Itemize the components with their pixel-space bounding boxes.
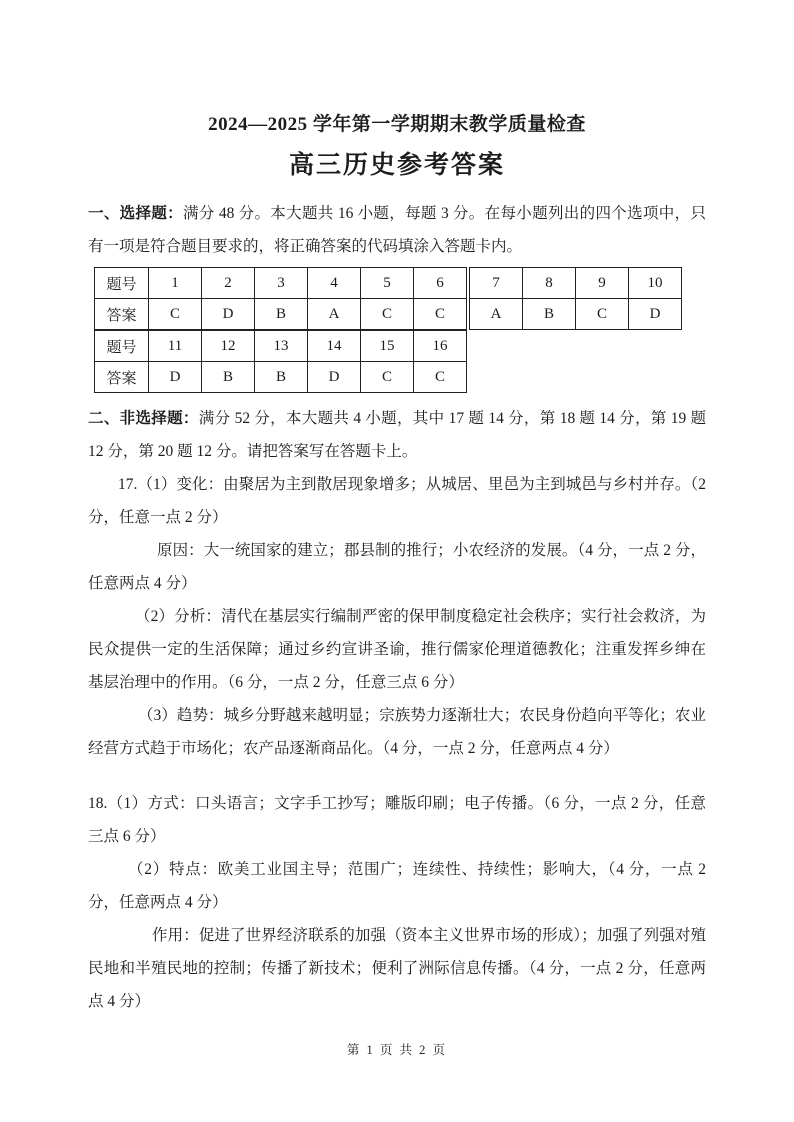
answer-cell: C [149, 299, 202, 330]
answer-cell: B [202, 362, 255, 393]
section-free-intro: 满分 52 分，本大题共 4 小题，其中 17 题 14 分，第 18 题 14 分，第 19 题 12 分，第 20 题 12 分。请把答案写在答题卡上。 [88, 410, 706, 460]
question-number-cell: 4 [308, 268, 361, 299]
q17-part1-reason-answer: 原因：大一统国家的建立；郡县制的推行；小农经济的发展。（4 分，一点 2 分，任意两点 4 分） [88, 542, 706, 592]
answer-cell: C [414, 362, 467, 393]
q18-part2-answer: （2）特点：欧美工业国主导；范围广；连续性、持续性；影响大，（4 分，一点 2 分，任意两点 4 分） [88, 861, 706, 911]
row-label-cell: 答案 [95, 362, 149, 393]
answer-table [94, 267, 706, 393]
q18-part1-answer: 18.（1）方式：口头语言；文字手工抄写；雕版印刷；电子传播。（6 分，一点 2 分，任意三点 6 分） [88, 795, 706, 845]
answer-table-block2 [94, 330, 467, 393]
row-label-cell: 题号 [95, 268, 149, 299]
question-number-cell: 13 [255, 331, 308, 362]
q17-part1-answer: 17.（1）变化：由聚居为主到散居现象增多；从城居、里邑为主到城邑与乡村并存。（2 分，任意一点 2 分） [88, 476, 706, 526]
question-number-row [95, 331, 467, 362]
question-number-cell: 3 [255, 268, 308, 299]
page-footer: 第 1 页 共 2 页 [346, 1043, 448, 1057]
question-number-cell: 8 [523, 268, 576, 299]
q17-part3-answer: （3）趋势：城乡分野越来越明显；宗族势力逐渐壮大；农民身份趋向平等化；农业经营方式趋于市场化；农产品逐渐商品化。（4 分，一点 2 分，任意两点 4 分） [88, 707, 706, 757]
answer-table-block1 [94, 267, 682, 330]
question-number-cell: 6 [414, 268, 469, 299]
q18-part2-effect-answer: 作用：促进了世界经济联系的加强（资本主义世界市场的形成）；加强了列强对殖民地和半殖民地的控制；传播了新技术；便利了洲际信息传播。（4 分，一点 2 分，任意两点 4 分） [88, 927, 706, 1010]
answer-cell: D [149, 362, 202, 393]
question-number-cell: 5 [361, 268, 414, 299]
answer-cell: D [308, 362, 361, 393]
question-number-cell: 11 [149, 331, 202, 362]
question-number-cell: 15 [361, 331, 414, 362]
section-free-heading: 二、非选择题： [88, 410, 199, 427]
answer-cell: A [308, 299, 361, 330]
question-number-cell: 1 [149, 268, 202, 299]
answer-cell: B [255, 299, 308, 330]
answer-cell: B [523, 299, 576, 330]
question-number-cell: 7 [468, 268, 523, 299]
answer-cell: D [629, 299, 682, 330]
q17-part2-answer: （2）分析：清代在基层实行编制严密的保甲制度稳定社会秩序；实行社会救济，为民众提供一定的生活保障；通过乡约宣讲圣谕，推行儒家伦理道德教化；注重发挥乡绅在基层治理中的作用。（6 分，一点 2 分，任意三点 6 分） [88, 608, 706, 691]
question-number-cell: 9 [576, 268, 629, 299]
section-free-intro-paragraph [88, 402, 706, 468]
question-number-cell: 16 [414, 331, 467, 362]
blank-line [88, 765, 706, 787]
doc-subtitle: 高三历史参考答案 [288, 152, 505, 179]
doc-title: 2024—2025 学年第一学期期末教学质量检查 [208, 114, 586, 135]
question-number-cell: 12 [202, 331, 255, 362]
answer-cell: D [202, 299, 255, 330]
answer-cell: A [468, 299, 523, 330]
question-number-cell: 14 [308, 331, 361, 362]
answer-row [95, 362, 467, 393]
section-choice-heading: 一、选择题： [88, 205, 184, 222]
answer-cell: C [414, 299, 469, 330]
question-number-row [95, 268, 682, 299]
answer-cell: C [361, 362, 414, 393]
answer-cell: B [255, 362, 308, 393]
question-number-cell: 2 [202, 268, 255, 299]
section-choice-intro-paragraph [88, 197, 706, 263]
row-label-cell: 题号 [95, 331, 149, 362]
answer-cell: C [361, 299, 414, 330]
answer-cell: C [576, 299, 629, 330]
section-choice-intro: 满分 48 分。本大题共 16 小题，每题 3 分。在每小题列出的四个选项中，只有一项是符合题目要求的，将正确答案的代码填涂入答题卡内。 [88, 205, 706, 255]
answer-row [95, 299, 682, 330]
question-number-cell: 10 [629, 268, 682, 299]
row-label-cell: 答案 [95, 299, 149, 330]
